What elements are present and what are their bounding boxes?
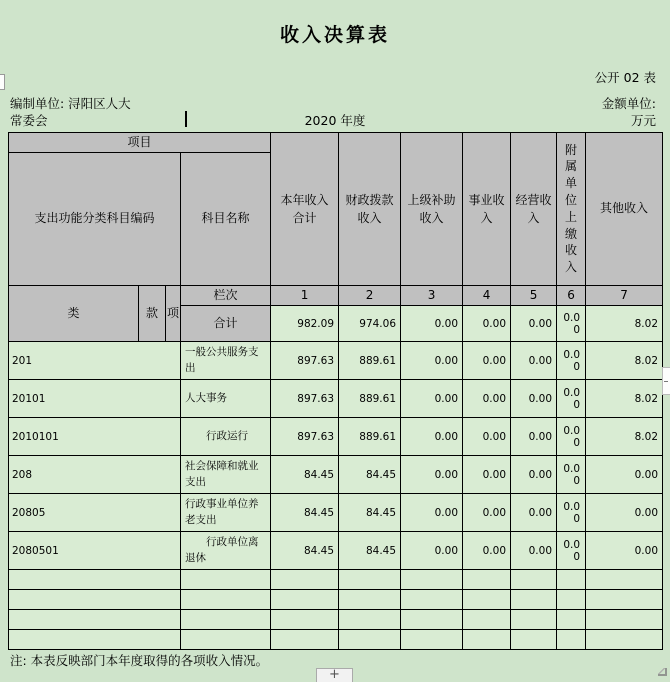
value-cell-col7[interactable]: 0.00 xyxy=(586,494,663,532)
value-cell-col5[interactable]: 0.00 xyxy=(511,494,557,532)
value-cell-col4[interactable] xyxy=(463,570,511,590)
value-cell-col2[interactable] xyxy=(339,630,401,650)
header-col-business-income[interactable] xyxy=(463,133,511,286)
subject-name-cell[interactable] xyxy=(181,570,271,590)
header-col-superior-subsidy-label: 上级补助收入 xyxy=(407,192,456,225)
value-cell-col4[interactable]: 0.00 xyxy=(463,532,511,570)
value-cell-col2[interactable]: 84.45 xyxy=(339,494,401,532)
value-cell-col6[interactable] xyxy=(557,630,586,650)
value-cell-col5[interactable] xyxy=(511,630,557,650)
total-row-label[interactable]: 合计 xyxy=(181,306,271,342)
value-cell-col6[interactable]: 0.00 xyxy=(557,342,586,380)
value-cell-col5[interactable]: 0.00 xyxy=(511,456,557,494)
left-edge-fragment xyxy=(0,74,5,90)
header-col-fiscal-appropriation[interactable] xyxy=(339,133,401,286)
value-cell-col7[interactable] xyxy=(586,570,663,590)
total-value-6[interactable]: 0.00 xyxy=(557,306,586,342)
header-col-other-income-label: 其他收入 xyxy=(600,201,649,216)
subject-name-cell[interactable]: 一般公共服务支出 xyxy=(181,342,271,380)
header-colnum-1[interactable]: 1 xyxy=(271,286,339,306)
footnote: 注: 本表反映部门本年度取得的各项收入情况。 xyxy=(10,653,269,668)
value-cell-col7[interactable]: 0.00 xyxy=(586,532,663,570)
value-cell-col1[interactable]: 84.45 xyxy=(271,532,339,570)
compiling-unit-line1[interactable]: 编制单位: 浔阳区人大 xyxy=(10,96,131,111)
code-cell[interactable]: 20101 xyxy=(9,380,181,418)
value-cell-col7[interactable] xyxy=(586,610,663,630)
value-cell-col1[interactable]: 897.63 xyxy=(271,418,339,456)
code-cell[interactable]: 2080501 xyxy=(9,532,181,570)
value-cell-col2[interactable]: 889.61 xyxy=(339,418,401,456)
value-cell-col4[interactable] xyxy=(463,610,511,630)
value-cell-col4[interactable]: 0.00 xyxy=(463,494,511,532)
value-cell-col5[interactable]: 0.00 xyxy=(511,342,557,380)
value-cell-col6[interactable]: 0.00 xyxy=(557,456,586,494)
subject-name-cell[interactable] xyxy=(181,610,271,630)
subject-name-cell[interactable]: 人大事务 xyxy=(181,380,271,418)
value-cell-col6[interactable] xyxy=(557,610,586,630)
code-cell[interactable] xyxy=(9,630,181,650)
value-cell-col7[interactable]: 8.02 xyxy=(586,380,663,418)
amount-unit-value[interactable]: 万元 xyxy=(630,113,656,128)
header-col-operating-income-label: 经营收入 xyxy=(515,192,552,225)
value-cell-col1[interactable]: 897.63 xyxy=(271,342,339,380)
value-cell-col6[interactable]: 0.00 xyxy=(557,418,586,456)
header-category[interactable]: 类 xyxy=(9,286,139,342)
table-row xyxy=(9,610,663,630)
header-colnum-6[interactable]: 6 xyxy=(557,286,586,306)
value-cell-col2[interactable]: 889.61 xyxy=(339,342,401,380)
header-col-affiliated-unit-income-label: 附属单位上缴收入 xyxy=(565,142,578,275)
value-cell-col2[interactable]: 84.45 xyxy=(339,532,401,570)
value-cell-col7[interactable]: 0.00 xyxy=(586,456,663,494)
code-cell[interactable] xyxy=(9,590,181,610)
value-cell-col6[interactable]: 0.00 xyxy=(557,532,586,570)
value-cell-col4[interactable]: 0.00 xyxy=(463,456,511,494)
vertical-scrollbar-fragment[interactable] xyxy=(662,367,670,395)
total-value-4[interactable]: 0.00 xyxy=(463,306,511,342)
value-cell-col6[interactable] xyxy=(557,590,586,610)
header-expenditure-code[interactable]: 支出功能分类科目编码 xyxy=(9,153,181,286)
header-column-row-label[interactable]: 栏次 xyxy=(181,286,271,306)
value-cell-col3[interactable] xyxy=(401,630,463,650)
header-colnum-2[interactable]: 2 xyxy=(339,286,401,306)
table-row xyxy=(9,342,663,380)
value-cell-col7[interactable] xyxy=(586,630,663,650)
value-cell-col4[interactable]: 0.00 xyxy=(463,380,511,418)
value-cell-col5[interactable] xyxy=(511,590,557,610)
subject-name-cell[interactable]: 行政单位离退休 xyxy=(181,532,271,570)
value-cell-col7[interactable]: 8.02 xyxy=(586,418,663,456)
subject-name-cell[interactable] xyxy=(181,630,271,650)
value-cell-col1[interactable] xyxy=(271,590,339,610)
header-item[interactable]: 款 xyxy=(139,286,166,342)
header-col-business-income-label: 事业收入 xyxy=(468,192,505,225)
header-colnum-5[interactable]: 5 xyxy=(511,286,557,306)
value-cell-col7[interactable] xyxy=(586,590,663,610)
header-col-total-income[interactable] xyxy=(271,133,339,286)
value-cell-col3[interactable] xyxy=(401,570,463,590)
header-colnum-3[interactable]: 3 xyxy=(401,286,463,306)
subject-name-cell[interactable] xyxy=(181,590,271,610)
table-row xyxy=(9,380,663,418)
total-value-5[interactable]: 0.00 xyxy=(511,306,557,342)
table-row xyxy=(9,456,663,494)
value-cell-col4[interactable]: 0.00 xyxy=(463,418,511,456)
value-cell-col5[interactable]: 0.00 xyxy=(511,532,557,570)
header-col-superior-subsidy[interactable] xyxy=(401,133,463,286)
page-title[interactable]: 收入决算表 xyxy=(279,24,390,46)
header-col-total-income-label: 本年收入合计 xyxy=(280,192,329,225)
header-colnum-7[interactable]: 7 xyxy=(586,286,663,306)
value-cell-col5[interactable]: 0.00 xyxy=(511,418,557,456)
code-cell[interactable]: 2010101 xyxy=(9,418,181,456)
header-subitem[interactable]: 项 xyxy=(166,286,181,342)
value-cell-col6[interactable]: 0.00 xyxy=(557,380,586,418)
add-sheet-button[interactable]: + xyxy=(316,668,353,682)
table-row xyxy=(9,630,663,650)
table-row xyxy=(9,494,663,532)
header-project[interactable]: 项目 xyxy=(9,133,271,153)
header-col-operating-income[interactable] xyxy=(511,133,557,286)
total-value-7[interactable]: 8.02 xyxy=(586,306,663,342)
code-cell[interactable]: 208 xyxy=(9,456,181,494)
value-cell-col5[interactable] xyxy=(511,610,557,630)
header-col-other-income[interactable] xyxy=(586,133,663,286)
value-cell-col1[interactable]: 84.45 xyxy=(271,494,339,532)
code-cell[interactable] xyxy=(9,570,181,590)
paste-options-icon xyxy=(658,668,667,676)
value-cell-col1[interactable] xyxy=(271,630,339,650)
income-table xyxy=(8,132,663,650)
subject-name-cell[interactable]: 行政运行 xyxy=(181,418,271,456)
value-cell-col1[interactable] xyxy=(271,570,339,590)
subject-name-cell[interactable]: 行政事业单位养老支出 xyxy=(181,494,271,532)
header-col-fiscal-appropriation-label: 财政拨款收入 xyxy=(345,192,394,225)
value-cell-col6[interactable]: 0.00 xyxy=(557,494,586,532)
total-value-3[interactable]: 0.00 xyxy=(401,306,463,342)
value-cell-col3[interactable]: 0.00 xyxy=(401,532,463,570)
value-cell-col1[interactable]: 897.63 xyxy=(271,380,339,418)
value-cell-col2[interactable]: 84.45 xyxy=(339,456,401,494)
value-cell-col4[interactable] xyxy=(463,630,511,650)
value-cell-col3[interactable]: 0.00 xyxy=(401,456,463,494)
total-value-1[interactable]: 982.09 xyxy=(271,306,339,342)
value-cell-col1[interactable]: 84.45 xyxy=(271,456,339,494)
compiling-unit-line2[interactable]: 常委会 xyxy=(10,113,48,128)
value-cell-col3[interactable] xyxy=(401,610,463,630)
header-colnum-4[interactable]: 4 xyxy=(463,286,511,306)
value-cell-col7[interactable]: 8.02 xyxy=(586,342,663,380)
table-row xyxy=(9,570,663,590)
code-cell[interactable]: 201 xyxy=(9,342,181,380)
table-row xyxy=(9,418,663,456)
table-row xyxy=(9,590,663,610)
header-subject-name[interactable]: 科目名称 xyxy=(181,153,271,286)
value-cell-col2[interactable]: 889.61 xyxy=(339,380,401,418)
value-cell-col3[interactable] xyxy=(401,590,463,610)
code-cell[interactable] xyxy=(9,610,181,630)
value-cell-col2[interactable] xyxy=(339,590,401,610)
value-cell-col1[interactable] xyxy=(271,610,339,630)
total-value-2[interactable]: 974.06 xyxy=(339,306,401,342)
subject-name-cell[interactable]: 社会保障和就业支出 xyxy=(181,456,271,494)
code-cell[interactable]: 20805 xyxy=(9,494,181,532)
value-cell-col3[interactable]: 0.00 xyxy=(401,494,463,532)
amount-unit-label[interactable]: 金额单位: xyxy=(601,96,656,111)
value-cell-col2[interactable] xyxy=(339,610,401,630)
value-cell-col4[interactable] xyxy=(463,590,511,610)
doc-number[interactable]: 公开 02 表 xyxy=(594,70,656,85)
value-cell-col5[interactable]: 0.00 xyxy=(511,380,557,418)
value-cell-col5[interactable] xyxy=(511,570,557,590)
value-cell-col2[interactable] xyxy=(339,570,401,590)
table-row xyxy=(9,532,663,570)
fiscal-year[interactable]: 2020 年度 xyxy=(304,113,366,128)
header-col-affiliated-unit-income[interactable] xyxy=(557,133,586,286)
cell-cursor-bar xyxy=(185,111,187,127)
value-cell-col3[interactable]: 0.00 xyxy=(401,418,463,456)
value-cell-col3[interactable]: 0.00 xyxy=(401,380,463,418)
value-cell-col6[interactable] xyxy=(557,570,586,590)
value-cell-col4[interactable]: 0.00 xyxy=(463,342,511,380)
value-cell-col3[interactable]: 0.00 xyxy=(401,342,463,380)
